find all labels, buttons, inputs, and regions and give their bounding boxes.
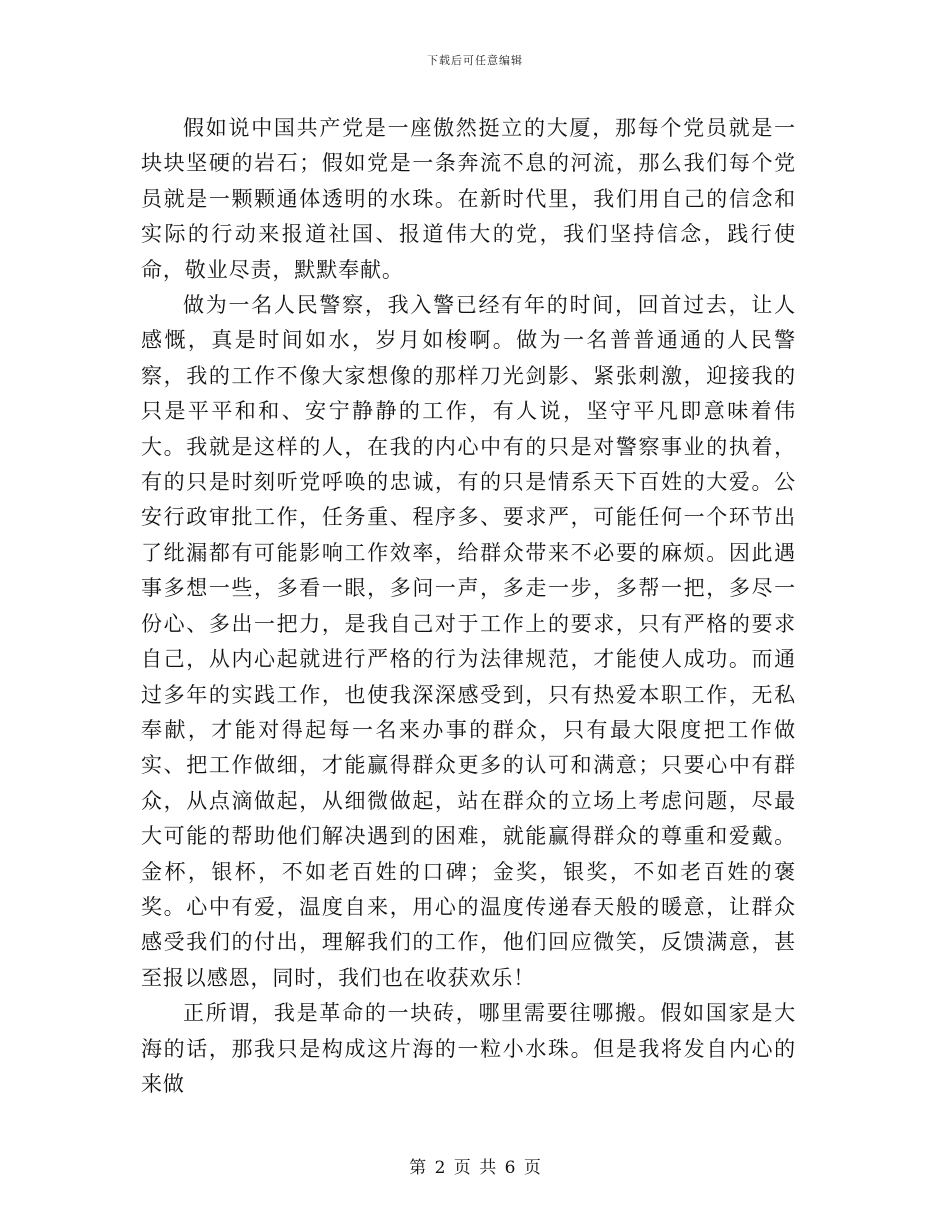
- page-number-footer: 第 2 页 共 6 页: [409, 1158, 541, 1178]
- paragraph-1: 假如说中国共产党是一座傲然挺立的大厦，那每个党员就是一块块坚硬的岩石；假如党是一条奔流不息的河流，那么我们每个党员就是一颗颗通体透明的水珠。在新时代里，我们用自己的信念和实际的行动来报道社国、报道伟大的党，我们坚持信念，践行使命，敬业尽责，默默奉献。: [141, 116, 796, 282]
- document-body: [141, 111, 796, 1102]
- paragraph-2: 做为一名人民警察，我入警已经有年的时间，回首过去，让人感慨，真是时间如水，岁月如梭啊。做为一名普普通通的人民警察，我的工作不像大家想像的那样刀光剑影、紧张刺激，迎接我的只是平平和和、安宁静静的工作，有人说，坚守平凡即意味着伟大。我就是这样的人，在我的内心中有的只是对警察事业的执着，有的只是时刻听党呼唤的忠诚，有的只是情系天下百姓的大爱。公安行政审批工作，任务重、程序多、要求严，可能任何一个环节出了纰漏都有可能影响工作效率，给群众带来不必要的麻烦。因此遇事多想一些，多看一眼，多问一声，多走一步，多帮一把，多尽一份心、多出一把力，是我自己对于工作上的要求，只有严格的要求自己，从内心起就进行严格的行为法律规范，才能使人成功。而通过多年的实践工作，也使我深深感受到，只有热爱本职工作，无私奉献，才能对得起每一名来办事的群众，只有最大限度把工作做实、把工作做细，才能赢得群众更多的认可和满意；只要心中有群众，从点滴做起，从细微做起，站在群众的立场上考虑问题，尽最大可能的帮助他们解决遇到的困难，就能赢得群众的尊重和爱戴。金杯，银杯，不如老百姓的口碑；金奖，银奖，不如老百姓的褒奖。心中有爱，温度自来，用心的温度传递春天般的暖意，让群众感受我们的付出，理解我们的工作，他们回应微笑，反馈满意，甚至报以感恩，同时，我们也在收获欢乐！: [141, 293, 796, 990]
- page-header: 下载后可任意编辑: [427, 54, 523, 67]
- paragraph-3: 正所谓，我是革命的一块砖，哪里需要往哪搬。假如国家是大海的话，那我只是构成这片海的一粒小水珠。但是我将发自内心的来做: [141, 1001, 796, 1096]
